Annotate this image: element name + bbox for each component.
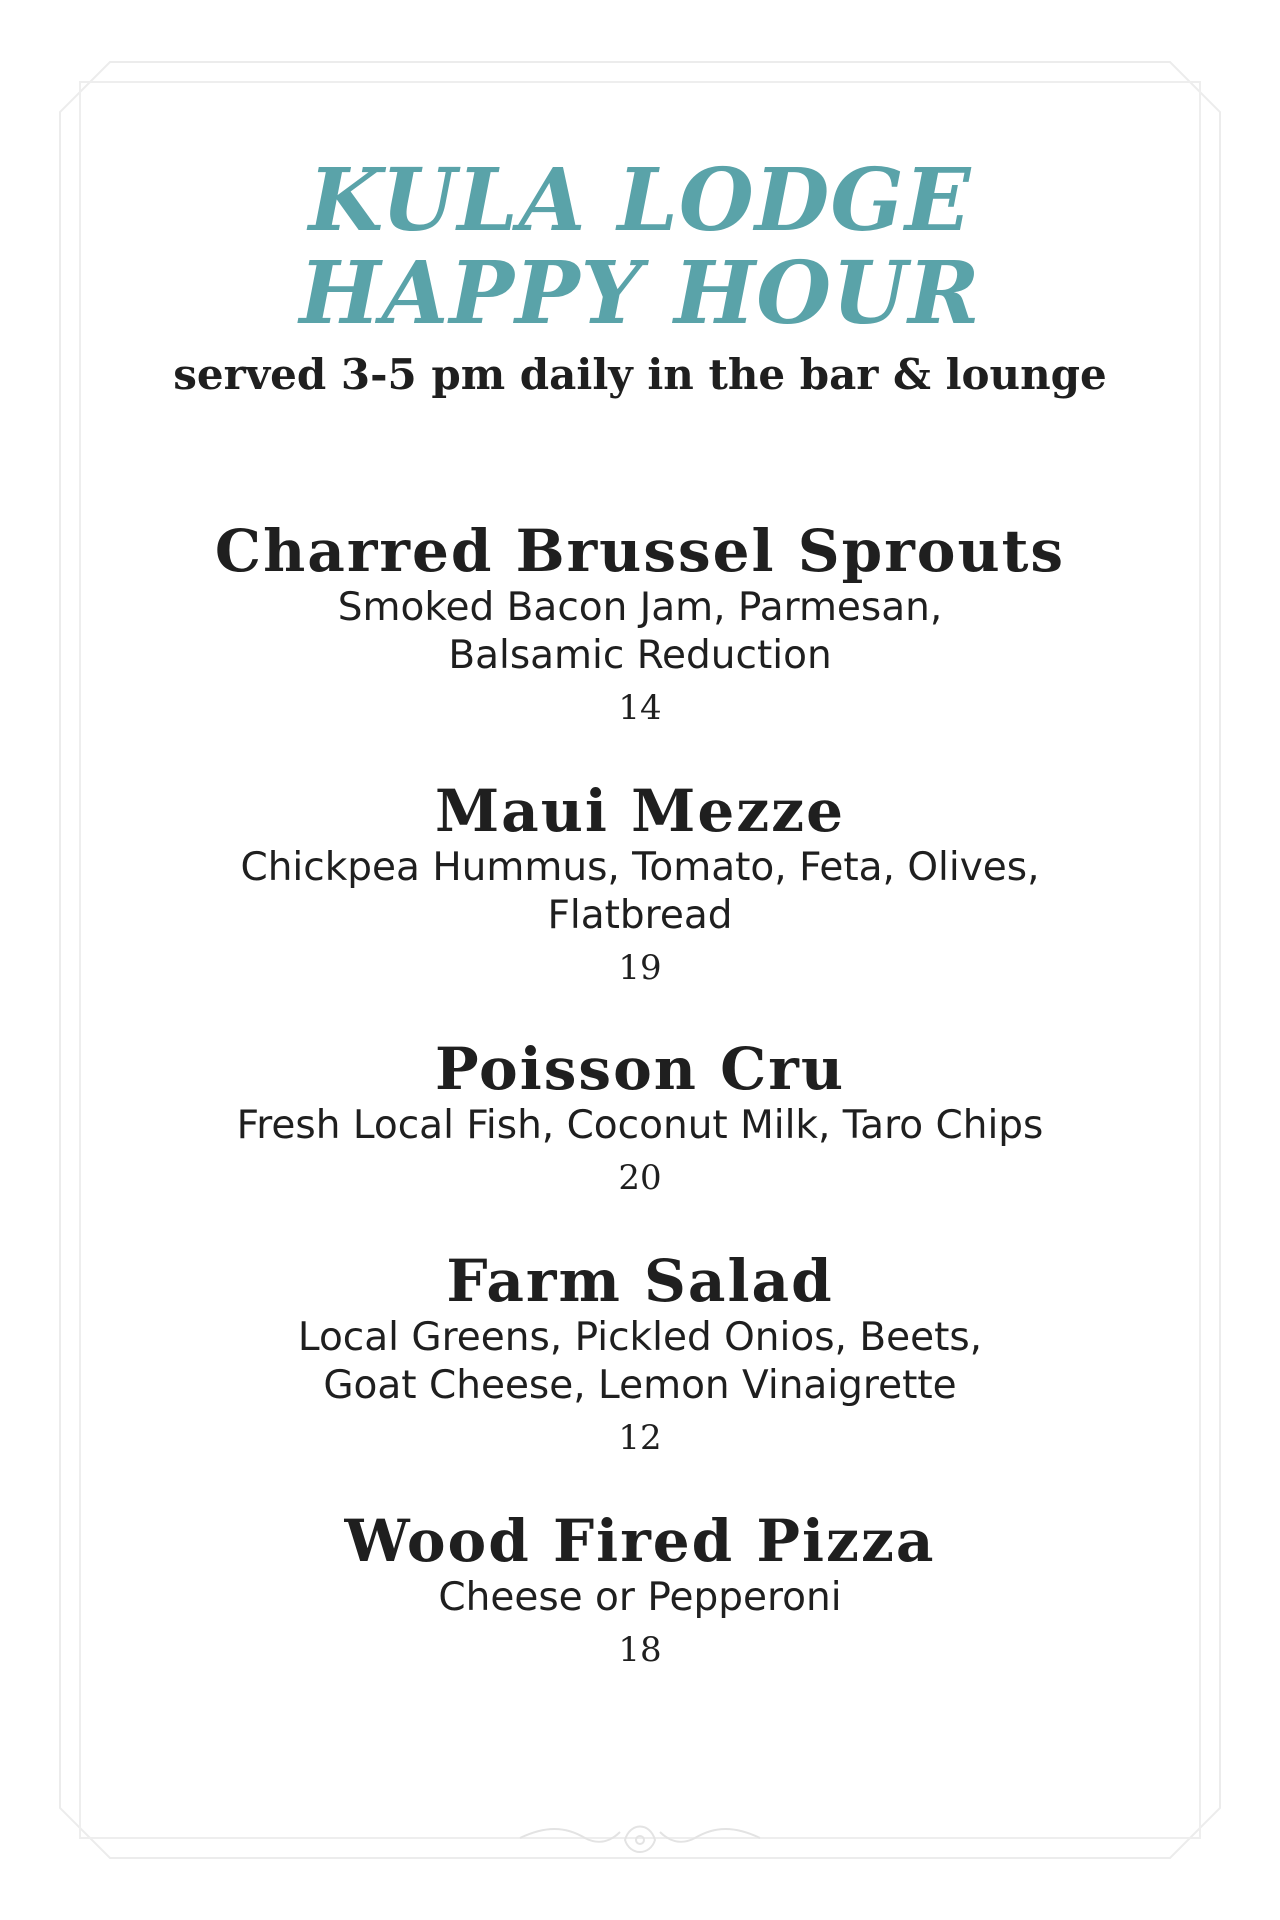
menu-item [0,778,1280,990]
menu-item-description: Flatbread [547,893,733,938]
menu-item-description: Balsamic Reduction [448,633,832,678]
menu-item-name: Charred Brussel Sprouts [214,517,1066,585]
menu-item-price: 20 [618,1158,662,1198]
menu-item-price: 14 [618,688,662,728]
menu-item [0,518,1280,730]
menu-item-description: Goat Cheese, Lemon Vinaigrette [323,1363,957,1408]
menu-item-price: 12 [618,1418,662,1458]
bottom-ornament-icon [520,1827,760,1853]
menu-item-price: 18 [618,1630,662,1670]
menu-item-name: Poisson Cru [434,1035,846,1103]
menu-item-name: Maui Mezze [434,777,846,845]
menu-item-description: Fresh Local Fish, Coconut Milk, Taro Chips [236,1103,1044,1148]
menu-title-line-1: KULA LODGE [308,150,972,251]
menu-item-description: Cheese or Pepperoni [438,1575,842,1620]
menu-subtitle: served 3-5 pm daily in the bar & lounge [173,350,1107,399]
menu-title-line-2: HAPPY HOUR [299,243,981,344]
menu-item-name: Farm Salad [446,1247,834,1315]
menu-item-name: Wood Fired Pizza [344,1507,936,1575]
menu-item-price: 19 [618,948,662,988]
menu-item-description: Local Greens, Pickled Onios, Beets, [297,1315,983,1360]
menu-item [0,1248,1280,1460]
menu-item [0,1508,1280,1672]
menu-item-description: Smoked Bacon Jam, Parmesan, [337,585,943,630]
menu-item [0,1036,1280,1200]
menu-item-description: Chickpea Hummus, Tomato, Feta, Olives, [240,845,1040,890]
